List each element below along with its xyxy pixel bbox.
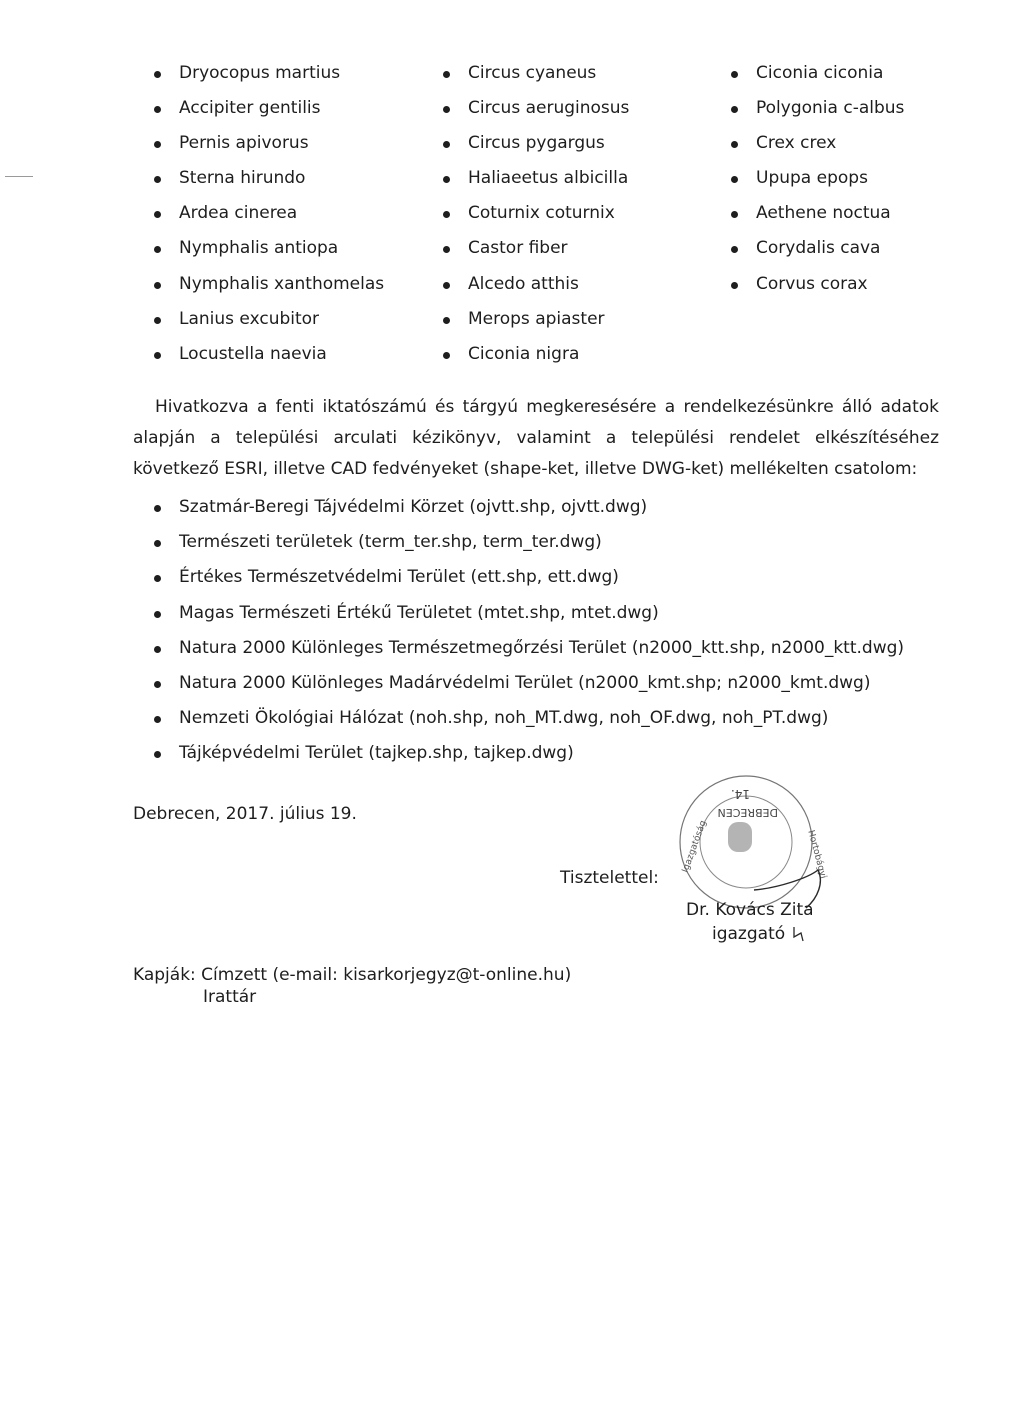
- stamp-number: 14.: [730, 787, 750, 801]
- file-item: Szatmár-Beregi Tájvédelmi Körzet (ojvtt.shp, ojvtt.dwg): [154, 490, 904, 525]
- date-line: Debrecen, 2017. július 19.: [133, 804, 357, 824]
- species-list-column-3: [731, 56, 904, 302]
- species-item: Ciconia ciconia: [731, 56, 904, 91]
- species-item: Locustella naevia: [154, 337, 384, 372]
- species-item: Merops apiaster: [443, 302, 629, 337]
- species-item: Dryocopus martius: [154, 56, 384, 91]
- species-item: Coturnix coturnix: [443, 196, 629, 231]
- species-item: Circus aeruginosus: [443, 91, 629, 126]
- recipients-line: Kapják: Címzett (e-mail: kisarkorjegyz@t-online.hu): [133, 965, 572, 985]
- species-item: Circus pygargus: [443, 126, 629, 161]
- attached-files-list: [154, 490, 904, 772]
- paragraph-line: alapján a települési arculati kézikönyv, valamint a települési rendelet elkészítéséhez következő: [133, 428, 939, 479]
- stamp-outer-right: Hortobágyi: [805, 829, 828, 880]
- signer-name: Dr. Kovács Zita: [686, 900, 814, 920]
- body-paragraph: [133, 392, 939, 485]
- species-item: Nymphalis antiopa: [154, 231, 384, 266]
- file-item: Magas Természeti Értékű Területet (mtet.shp, mtet.dwg): [154, 596, 904, 631]
- species-item: Lanius excubitor: [154, 302, 384, 337]
- initial-mark: [791, 925, 807, 943]
- species-item: Circus cyaneus: [443, 56, 629, 91]
- species-item: Ciconia nigra: [443, 337, 629, 372]
- species-list-column-2: [443, 56, 629, 372]
- file-item: Értékes Természetvédelmi Terület (ett.shp, ett.dwg): [154, 560, 904, 595]
- archive-line: Irattár: [203, 987, 257, 1007]
- species-item: Alcedo atthis: [443, 267, 629, 302]
- stamp-outer-left: Igazgatóság: [680, 819, 709, 875]
- species-item: Aethene noctua: [731, 196, 904, 231]
- paragraph-line: Hivatkozva a fenti iktatószámú és tárgyú megkeresésére a rendelkezésünkre álló adatok: [155, 397, 939, 417]
- species-item: Pernis apivorus: [154, 126, 384, 161]
- scan-mark: [5, 176, 33, 177]
- species-item: Upupa epops: [731, 161, 904, 196]
- species-item: Corvus corax: [731, 267, 904, 302]
- file-item: Natura 2000 Különleges Természetmegőrzési Terület (n2000_ktt.shp, n2000_ktt.dwg): [154, 631, 904, 666]
- species-item: Ardea cinerea: [154, 196, 384, 231]
- species-list-column-1: [154, 56, 384, 372]
- species-item: Haliaeetus albicilla: [443, 161, 629, 196]
- species-item: Sterna hirundo: [154, 161, 384, 196]
- stamp-city: DEBRECEN: [717, 806, 778, 819]
- species-item: Corydalis cava: [731, 231, 904, 266]
- species-item: Castor fiber: [443, 231, 629, 266]
- file-item: Tájképvédelmi Terület (tajkep.shp, tajkep.dwg): [154, 736, 904, 771]
- official-stamp: [668, 770, 828, 920]
- recipients-block: [133, 964, 571, 1008]
- signer-role: [712, 924, 807, 944]
- paragraph-line: ESRI, illetve CAD fedvényeket (shape-ket, illetve DWG-ket) mellékelten csatolom:: [224, 459, 918, 479]
- greeting: Tisztelettel:: [560, 868, 659, 888]
- signer-role-text: igazgató: [712, 924, 786, 944]
- file-item: Természeti területek (term_ter.shp, term_ter.dwg): [154, 525, 904, 560]
- species-item: Nymphalis xanthomelas: [154, 267, 384, 302]
- file-item: Natura 2000 Különleges Madárvédelmi Terület (n2000_kmt.shp; n2000_kmt.dwg): [154, 666, 904, 701]
- species-item: Crex crex: [731, 126, 904, 161]
- species-item: Accipiter gentilis: [154, 91, 384, 126]
- species-item: Polygonia c-albus: [731, 91, 904, 126]
- file-item: Nemzeti Ökológiai Hálózat (noh.shp, noh_MT.dwg, noh_OF.dwg, noh_PT.dwg): [154, 701, 904, 736]
